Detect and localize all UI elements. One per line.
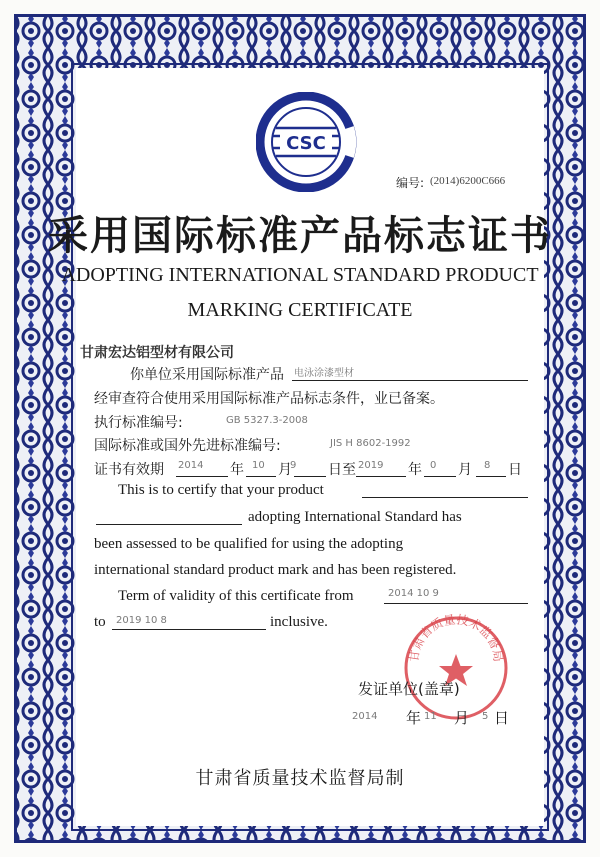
- intl-standard-value: JIS H 8602-1992: [330, 438, 411, 449]
- certificate-number-label: 编号:: [396, 176, 425, 190]
- from-month: 10: [252, 460, 265, 471]
- english-body-1: This is to certify that your product: [118, 482, 324, 498]
- standard-label: 执行标准编号:: [94, 415, 183, 431]
- from-month-unit: 月: [278, 462, 292, 478]
- to-month: 0: [430, 460, 437, 471]
- english-from-date: 2014 10 9: [388, 588, 439, 599]
- english-to-date: 2019 10 8: [116, 615, 167, 626]
- product-value: 电泳涂漆型材: [294, 368, 354, 379]
- issue-month-unit: 月: [454, 709, 470, 727]
- to-day-unit: 日: [508, 462, 522, 478]
- seal-text: 甘肃省质量技术监督局: [406, 612, 506, 663]
- from-day-unit: 日至: [328, 462, 356, 478]
- english-to-underline: [112, 629, 266, 630]
- product-label: 你单位采用国际标准产品: [130, 367, 284, 383]
- issuing-authority-footer: 甘肃省质量技术监督局制: [195, 768, 405, 789]
- from-day-underline: [294, 476, 326, 477]
- from-year: 2014: [178, 460, 204, 471]
- from-day: 9: [290, 460, 297, 471]
- issue-day: 5: [482, 711, 489, 722]
- issue-month: 11: [424, 711, 437, 722]
- svg-text:甘肃省质量技术监督局: [406, 612, 506, 663]
- english-to-label: to: [94, 614, 106, 630]
- product-underline: [292, 380, 528, 381]
- from-year-underline: [176, 476, 228, 477]
- logo-text: CSC: [286, 133, 326, 154]
- issue-day-unit: 日: [494, 709, 510, 727]
- standard-value: GB 5327.3-2008: [226, 415, 308, 426]
- english-body-2: adopting International Standard has: [248, 509, 462, 525]
- english-product-underline-2: [96, 524, 242, 525]
- issuer-label: 发证单位(盖章): [358, 680, 460, 698]
- to-month-unit: 月: [458, 462, 472, 478]
- from-month-underline: [246, 476, 276, 477]
- english-from-underline: [384, 603, 528, 604]
- title-chinese: 采用国际标准产品标志证书: [48, 213, 552, 259]
- validity-label: 证书有效期: [94, 462, 164, 478]
- english-body-3: been assessed to be qualified for using the adopting: [94, 536, 404, 552]
- to-year-underline: [356, 476, 406, 477]
- english-validity-label: Term of validity of this certificate from: [118, 588, 354, 604]
- to-day-underline: [476, 476, 506, 477]
- english-body-4: international standard product mark and has been registered.: [94, 562, 457, 578]
- from-year-unit: 年: [230, 462, 244, 478]
- to-month-underline: [424, 476, 456, 477]
- csc-logo: [256, 92, 368, 192]
- english-product-underline: [362, 497, 528, 498]
- to-day: 8: [484, 460, 491, 471]
- english-inclusive: inclusive.: [270, 614, 328, 630]
- company-name: 甘肃宏达铝型材有限公司: [80, 345, 234, 361]
- issue-year: 2014: [352, 711, 378, 722]
- issue-year-unit: 年: [406, 709, 422, 727]
- certificate-number: (2014)6200C666: [430, 175, 506, 187]
- title-english-line2: MARKING CERTIFICATE: [187, 299, 413, 321]
- to-year: 2019: [358, 460, 384, 471]
- to-year-unit: 年: [408, 462, 422, 478]
- reviewed-statement: 经审查符合使用采用国际标准产品标志条件，业已备案。: [94, 391, 444, 407]
- title-english-line1: ADOPTING INTERNATIONAL STANDARD PRODUCT: [61, 264, 539, 286]
- intl-standard-label: 国际标准或国外先进标准编号:: [94, 438, 281, 454]
